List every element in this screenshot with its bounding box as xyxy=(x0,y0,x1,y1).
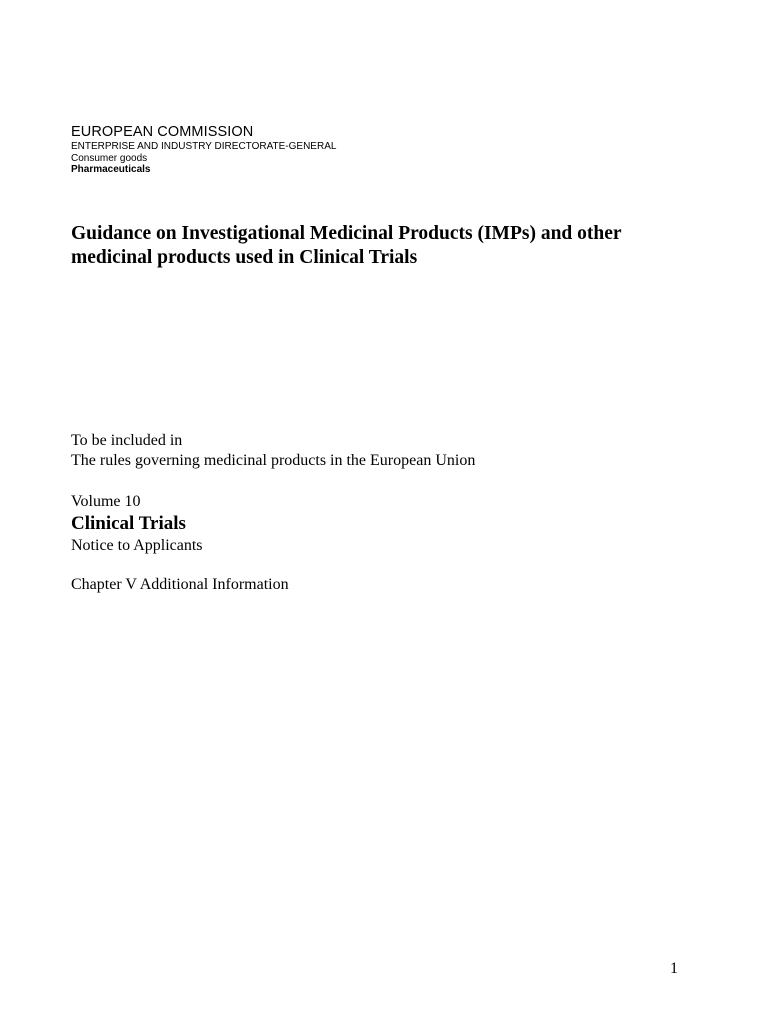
chapter-heading: Chapter V Additional Information xyxy=(71,576,289,593)
document-title-line-1: Guidance on Investigational Medicinal Products (IMPs) and other xyxy=(71,223,622,244)
document-title xyxy=(71,222,711,270)
organization-name: EUROPEAN COMMISSION xyxy=(71,124,254,140)
volume-number: Volume 10 xyxy=(71,493,141,510)
volume-title: Clinical Trials xyxy=(71,513,186,534)
department-name: Pharmaceuticals xyxy=(71,164,151,175)
inclusion-line-2: The rules governing medicinal products in the European Union xyxy=(71,452,476,469)
document-title-line-2: medicinal products used in Clinical Trials xyxy=(71,247,418,268)
directorate-name: ENTERPRISE AND INDUSTRY DIRECTORATE-GENERAL xyxy=(71,141,337,152)
issuer-header xyxy=(71,124,336,176)
volume-subtitle: Notice to Applicants xyxy=(71,537,203,554)
page-number: 1 xyxy=(670,960,678,977)
inclusion-note xyxy=(71,431,475,471)
unit-name: Consumer goods xyxy=(71,152,148,164)
volume-block xyxy=(71,492,203,556)
inclusion-line-1: To be included in xyxy=(71,432,183,449)
